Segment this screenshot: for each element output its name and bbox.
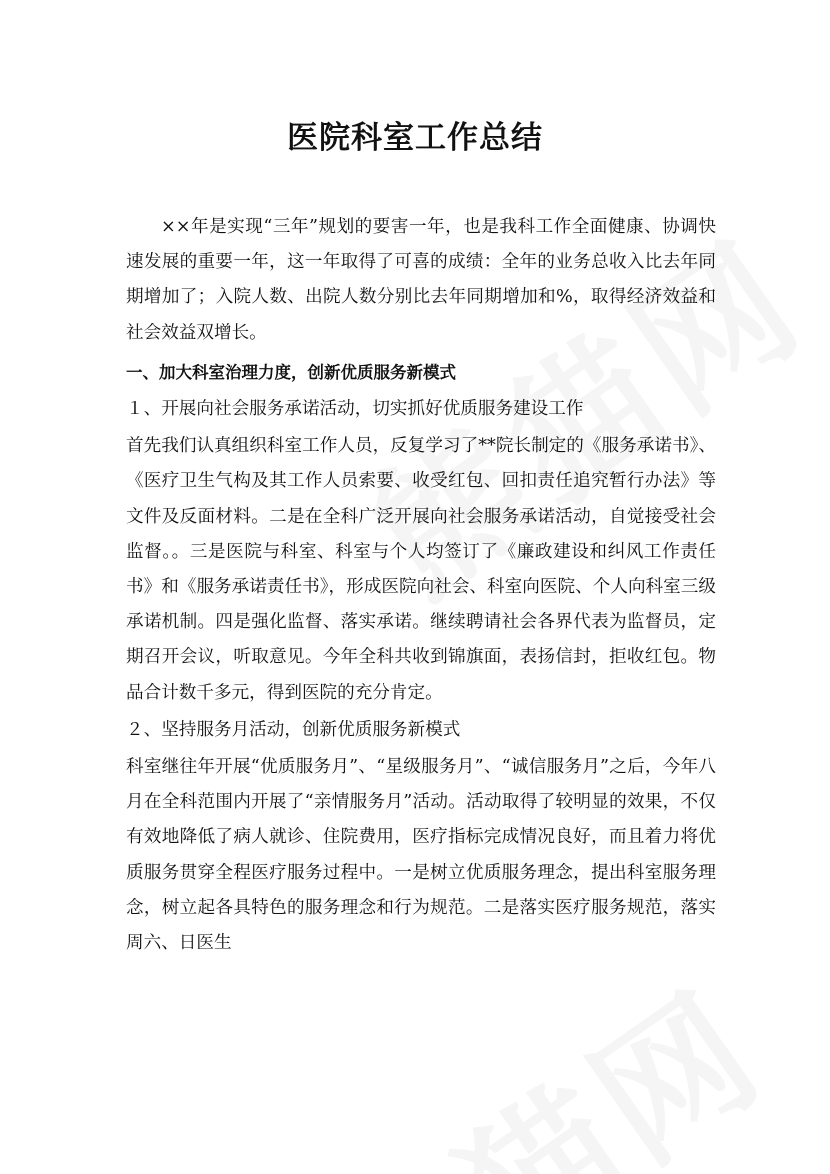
watermark xyxy=(281,932,798,1174)
section-heading: 一、加大科室治理力度，创新优质服务新模式 xyxy=(126,362,456,382)
intro-paragraph: ××年是实现“三年”规划的要害一年，也是我科工作全面健康、协调快速发展的重要一年，这一年取得了可喜的成绩：全年的业务总收入比去年同期增加了；入院人数、出院人数分别比去年同期增加和%，取得经济效益和社会效益双增长。 xyxy=(126,217,716,343)
body-paragraph: 首先我们认真组织科室工作人员，反复学习了**院长制定的《服务承诺书》、《医疗卫生气构及其工作人员索要、收受红包、回扣责任追究暂行办法》等文件及反面材料。二是在全科广泛开展向社会服务承诺活动，自觉接受社会监督。。三是医院与科室、科室与个人均签订了《廉政建设和纠风工作责任书》和《服务承诺责任书》，形成医院向社会、科室向医院、个人向科室三级承诺机制。四是强化监督、落实承诺。继续聘请社会各界代表为监督员，定期召开会议，听取意见。今年全科共收到锦旗面，表扬信封，拒收红包。物品合计数千多元，得到医院的充分肯定。 xyxy=(126,436,716,703)
page-title: 医院科室工作总结 xyxy=(287,120,543,156)
document-body xyxy=(126,210,716,961)
subsection-heading: １、开展向社会服务承诺活动，切实抓好优质服务建设工作 xyxy=(126,399,584,420)
subsection-heading: ２、坚持服务月活动，创新优质服务新模式 xyxy=(126,719,461,740)
body-paragraph: 科室继往年开展“优质服务月”、“星级服务月”、“诚信服务月”之后，今年八月在全科范围内开展了“亲情服务月”活动。活动取得了较明显的效果，不仅有效地降低了病人就诊、住院费用，医疗指标完成情况良好，而且着力将优质服务贯穿全程医疗服务过程中。一是树立优质服务理念，提出科室服务理念，树立起各具特色的服务理念和行为规范。二是落实医疗服务规范，落实周六、日医生 xyxy=(126,757,716,954)
